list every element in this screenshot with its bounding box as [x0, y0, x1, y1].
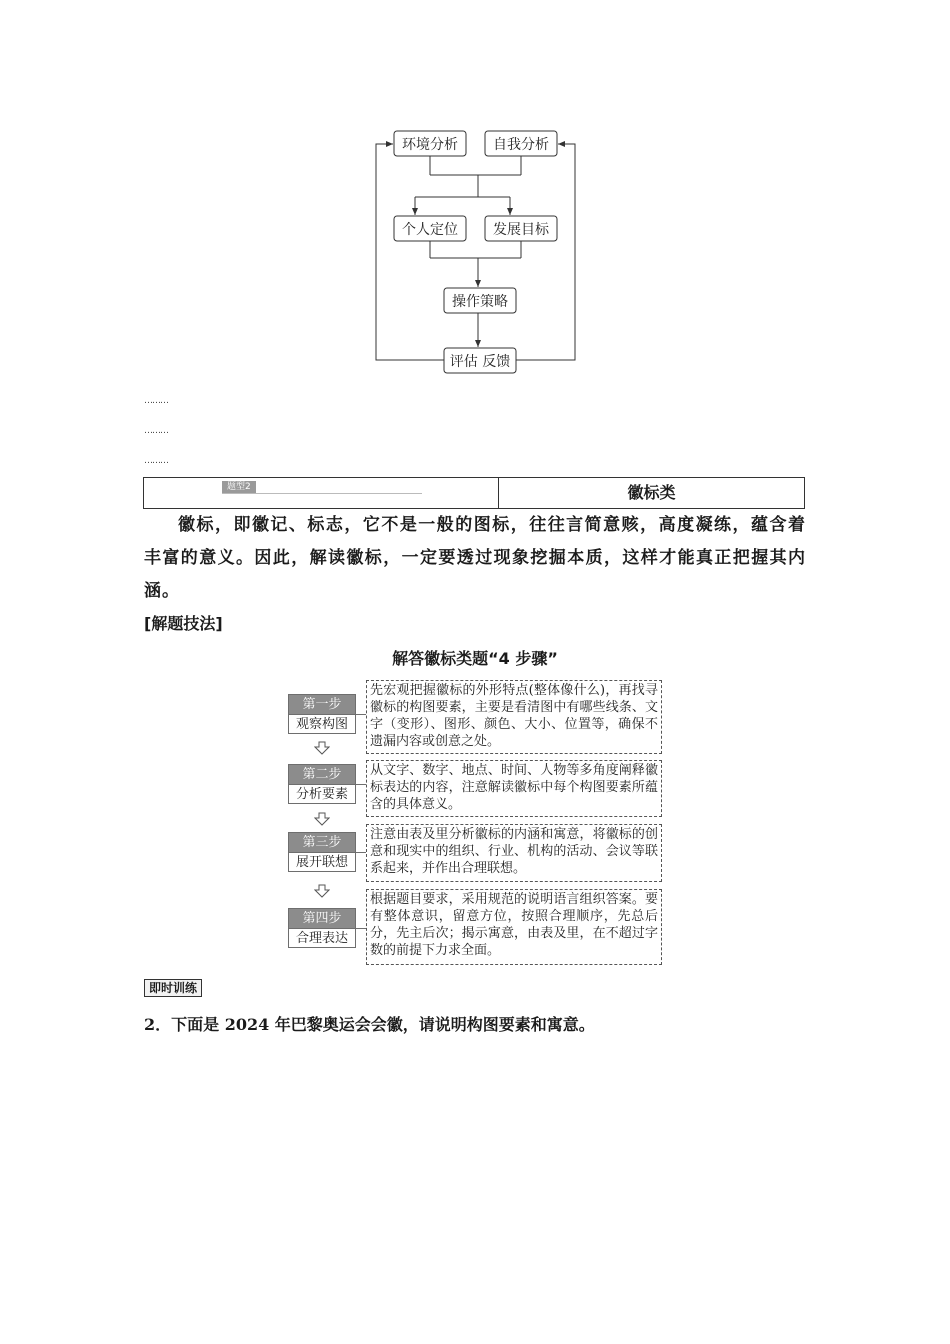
node-self-label: 自我分析 [493, 137, 549, 153]
step-1-name: 观察构图 [288, 714, 356, 734]
question-type-title: 徽标类 [627, 483, 676, 502]
step-3-head: 第三步 [288, 832, 356, 852]
step-1-desc: 先宏观把握徽标的外形特点(整体像什么)，再找寻徽标的构图要素，主要是看清图中有哪些线条、文字（变形）、图形、颜色、大小、位置等，确保不遗漏内容或创意之处。 [366, 680, 662, 754]
step-4-desc: 根据题目要求，采用规范的说明语言组织答案。要有整体意识，留意方位，按照合理顺序，先总后分，先主后次；揭示寓意，由表及里，在不超过字数的前提下力求全面。 [366, 889, 662, 965]
step-3-connector [356, 852, 366, 853]
down-arrow-icon [314, 812, 330, 826]
dot-leader: ……… [144, 396, 168, 406]
training-tag: 即时训练 [144, 979, 202, 997]
step-1-connector [356, 714, 366, 715]
dot-leader: ……… [144, 426, 168, 436]
node-strategy-label: 操作策略 [452, 294, 508, 310]
node-env-label: 环境分析 [402, 137, 458, 153]
down-arrow-icon [314, 884, 330, 898]
career-planning-flowchart [360, 118, 590, 378]
step-3-name: 展开联想 [288, 852, 356, 872]
down-arrow-icon [314, 741, 330, 755]
question-type-cell [144, 478, 499, 508]
node-goal-label: 发展目标 [493, 222, 549, 238]
step-2-desc: 从文字、数字、地点、时间、人物等多角度阐释徽标表达的内容，注意解读徽标中每个构图要素所蕴含的具体意义。 [366, 760, 662, 817]
node-feedback-label: 评估 反馈 [449, 354, 511, 370]
question-type-table [143, 477, 805, 509]
question-2: 2．下面是 2024 年巴黎奥运会会徽，请说明构图要素和寓意。 [144, 1015, 595, 1034]
method-label: [解题技法] [144, 614, 223, 633]
node-position-label: 个人定位 [402, 222, 458, 238]
step-1-head: 第一步 [288, 694, 356, 714]
badge-underline [222, 493, 422, 494]
step-2-name: 分析要素 [288, 784, 356, 804]
question-type-badge: 题型2 [222, 481, 256, 493]
step-4-name: 合理表达 [288, 928, 356, 948]
step-4-head: 第四步 [288, 908, 356, 928]
step-2-head: 第二步 [288, 764, 356, 784]
step-2-connector [356, 784, 366, 785]
steps-title: 解答徽标类题“4 步骤” [392, 649, 558, 668]
step-3-desc: 注意由表及里分析徽标的内涵和寓意，将徽标的创意和现实中的组织、行业、机构的活动、会议等联系起来，并作出合理联想。 [366, 824, 662, 882]
intro-paragraph: 徽标，即徽记、标志，它不是一般的图标，往往言简意赅，高度凝练，蕴含着丰富的意义。因此，解读徽标，一定要透过现象挖掘本质，这样才能真正把握其内涵。 [144, 515, 806, 601]
step-4-connector [356, 928, 366, 929]
dot-leader: ……… [144, 456, 168, 466]
